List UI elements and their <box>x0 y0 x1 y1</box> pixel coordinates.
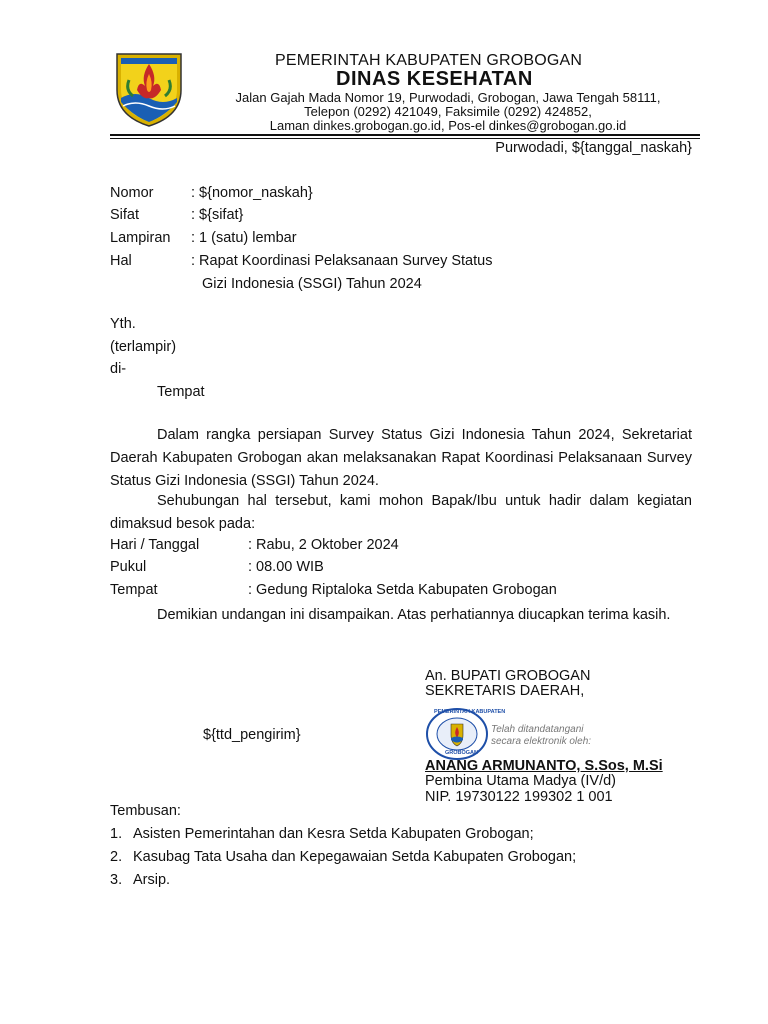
hari-label: Hari / Tanggal <box>110 537 200 553</box>
place-date: Purwodadi, ${tanggal_naskah} <box>495 140 692 156</box>
nomor-label: Nomor <box>110 185 154 201</box>
pukul-label: Pukul <box>110 559 147 575</box>
sifat-value: : ${sifat} <box>191 207 244 223</box>
hal-value-1: : Rapat Koordinasi Pelaksanaan Survey Status <box>191 253 493 269</box>
recipient-name: (terlampir) <box>110 339 177 355</box>
signer-name: ANANG ARMUNANTO, S.Sos, M.Si <box>425 758 663 774</box>
sign-position: SEKRETARIS DAERAH, <box>425 683 585 699</box>
tembusan-num-3: 3. <box>110 872 123 888</box>
lampiran-value: : 1 (satu) lembar <box>191 230 297 246</box>
tembusan-item-1: Asisten Pemerintahan dan Kesra Setda Kabupaten Grobogan; <box>133 826 534 842</box>
recipient-di: di- <box>110 361 127 377</box>
hari-value: : Rabu, 2 Oktober 2024 <box>248 537 399 553</box>
tembusan-item-3: Arsip. <box>133 872 171 888</box>
signer-rank: Pembina Utama Madya (IV/d) <box>425 773 616 789</box>
hal-label: Hal <box>110 253 132 269</box>
seal-text-bottom: GROBOGAN <box>445 750 478 756</box>
e-signature-seal <box>426 708 506 760</box>
tembusan-num-2: 2. <box>110 849 123 865</box>
regency-logo <box>113 50 185 128</box>
nomor-value: : ${nomor_naskah} <box>191 185 313 201</box>
lampiran-label: Lampiran <box>110 230 171 246</box>
sifat-label: Sifat <box>110 207 140 223</box>
pukul-value: : 08.00 WIB <box>248 559 324 575</box>
agency-name: DINAS KESEHATAN <box>336 68 533 90</box>
signer-nip: NIP. 19730122 199302 1 001 <box>425 789 613 805</box>
letterhead-divider-thick <box>110 134 700 136</box>
seal-text-top: PEMERINTAH KABUPATEN <box>434 709 506 715</box>
grobogan-emblem-icon <box>113 50 185 128</box>
sign-on-behalf: An. BUPATI GROBOGAN <box>425 668 591 684</box>
tembusan-item-2: Kasubag Tata Usaha dan Kepegawaian Setda Kabupaten Grobogan; <box>133 849 577 865</box>
body-paragraph-3: Demikian undangan ini disampaikan. Atas perhatiannya diucapkan terima kasih. <box>157 607 671 623</box>
address-line-1: Jalan Gajah Mada Nomor 19, Purwodadi, Grobogan, Jawa Tengah 58111, <box>235 90 661 105</box>
letterhead-divider-thin <box>110 138 700 139</box>
government-name: PEMERINTAH KABUPATEN GROBOGAN <box>275 52 583 69</box>
address-line-3: Laman dinkes.grobogan.go.id, Pos-el dinkes@grobogan.go.id <box>269 118 627 133</box>
body-paragraph-1: Dalam rangka persiapan Survey Status Gizi Indonesia Tahun 2024, Sekretariat Daerah Kabupaten Grobogan akan melaksanakan Rapat Koordinasi Pelaksanaan Survey Status Gizi Indonesia (SSGI) Tahun 2024. <box>110 427 692 489</box>
tembusan-num-1: 1. <box>110 826 123 842</box>
e-sign-note-1: Telah ditandatangani <box>491 724 584 735</box>
e-sign-note-2: secara elektronik oleh: <box>491 736 592 747</box>
tempat-value: : Gedung Riptaloka Setda Kabupaten Grobogan <box>248 582 557 598</box>
recipient-place: Tempat <box>157 384 205 400</box>
tembusan-title: Tembusan: <box>110 803 181 819</box>
tempat-label: Tempat <box>110 582 158 598</box>
address-line-2: Telepon (0292) 421049, Faksimile (0292) 424852, <box>304 104 592 119</box>
signature-placeholder: ${ttd_pengirim} <box>203 727 301 743</box>
recipient-salutation: Yth. <box>110 316 136 332</box>
hal-value-2: Gizi Indonesia (SSGI) Tahun 2024 <box>202 276 422 292</box>
body-paragraph-2: Sehubungan hal tersebut, kami mohon Bapak/Ibu untuk hadir dalam kegiatan dimaksud besok pada: <box>110 493 692 532</box>
